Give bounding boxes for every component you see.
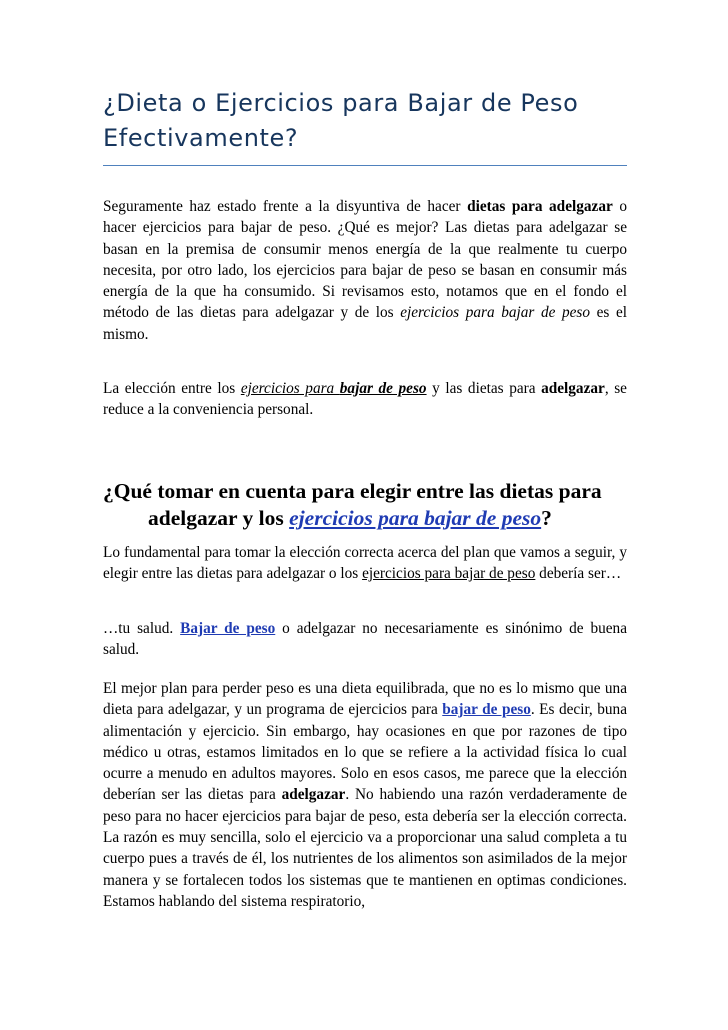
text-run: Seguramente haz estado frente a la disyuntiva de hacer <box>103 198 468 215</box>
text-run: debería ser… <box>535 565 622 583</box>
title-divider <box>103 165 627 166</box>
underlined-text: ejercicios para bajar de peso <box>362 565 536 583</box>
heading-link[interactable]: ejercicios para bajar de peso <box>289 506 542 530</box>
text-run: es el mismo. <box>103 304 628 343</box>
italic-text: ejercicios para bajar de peso <box>400 304 591 322</box>
text-run: o hacer ejercicios para bajar de peso. ¿Qué es mejor? Las dietas para adelgazar se basan en la premisa de consumir menos energía de la que realmente tu cuerpo necesita, por otro lado, los ejercicios para bajar de peso se basan en consumir más energía de la que ha consumido. Si revisamos esto, notamos que en el fondo el método de las dietas para adelgazar y de los <box>103 198 627 322</box>
text-run: …tu salud. <box>103 620 181 637</box>
page-title <box>103 86 627 156</box>
underlined-bold-italic-text: bajar de peso <box>339 380 427 397</box>
bold-text: adelgazar <box>281 786 346 804</box>
page-title-line-2: Efectivamente? <box>103 124 299 152</box>
bold-text: dietas para adelgazar <box>467 198 613 215</box>
paragraph-choice <box>103 378 627 421</box>
text-run: , se reduce a la conveniencia personal. <box>103 380 627 419</box>
paragraph-health <box>103 618 627 661</box>
bajar-de-peso-link[interactable]: bajar de peso <box>442 701 531 719</box>
text-run: y las dietas para <box>426 380 542 397</box>
paragraph-best-plan <box>103 678 627 912</box>
paragraph-intro <box>103 196 627 345</box>
underlined-italic-text: ejercicios para <box>240 380 340 397</box>
text-run: o adelgazar no necesariamente es sinónimo de buena salud. <box>103 620 627 659</box>
paragraph-fundamental <box>103 542 627 585</box>
text-run: . Es decir, buna alimentación y ejercicio. Sin embargo, hay ocasiones en que por razones de tipo médico u otras, estamos limitados en lo que se refiere a la actividad física lo cual ocurre a menudo en adultos mayores. Solo en esos casos, me parece que la elección deberían ser las dietas para <box>103 701 627 804</box>
section-heading <box>103 478 672 532</box>
bold-text: adelgazar <box>541 380 605 397</box>
text-run: . No habiendo una razón verdaderamente de peso para no hacer ejercicios para bajar de peso, esta debería ser la elección correcta. La razón es muy sencilla, solo el ejercicio va a proporcionar una salud completa a tu cuerpo pues a través de él, los nutrientes de los alimentos son asimilados de la mejor manera y se fortalecen todos los sistemas que te mantienen en optimas condiciones. Estamos hablando del sistema respiratorio, <box>103 786 627 910</box>
bajar-de-peso-link[interactable]: Bajar de peso <box>180 620 276 637</box>
page-title-line-1: ¿Dieta o Ejercicios para Bajar de Peso <box>103 89 579 117</box>
text-run: El mejor plan para perder peso es una dieta equilibrada, que no es lo mismo que una dieta para adelgazar, y un programa de ejercicios para <box>103 680 627 719</box>
heading-text: ¿Qué tomar en cuenta para elegir entre las dietas para adelgazar y los <box>103 479 602 530</box>
text-run: La elección entre los <box>103 380 241 397</box>
text-run: Lo fundamental para tomar la elección correcta acerca del plan que vamos a seguir, y elegir entre las dietas para adelgazar o los <box>103 544 627 583</box>
heading-text-end: ? <box>541 506 552 530</box>
